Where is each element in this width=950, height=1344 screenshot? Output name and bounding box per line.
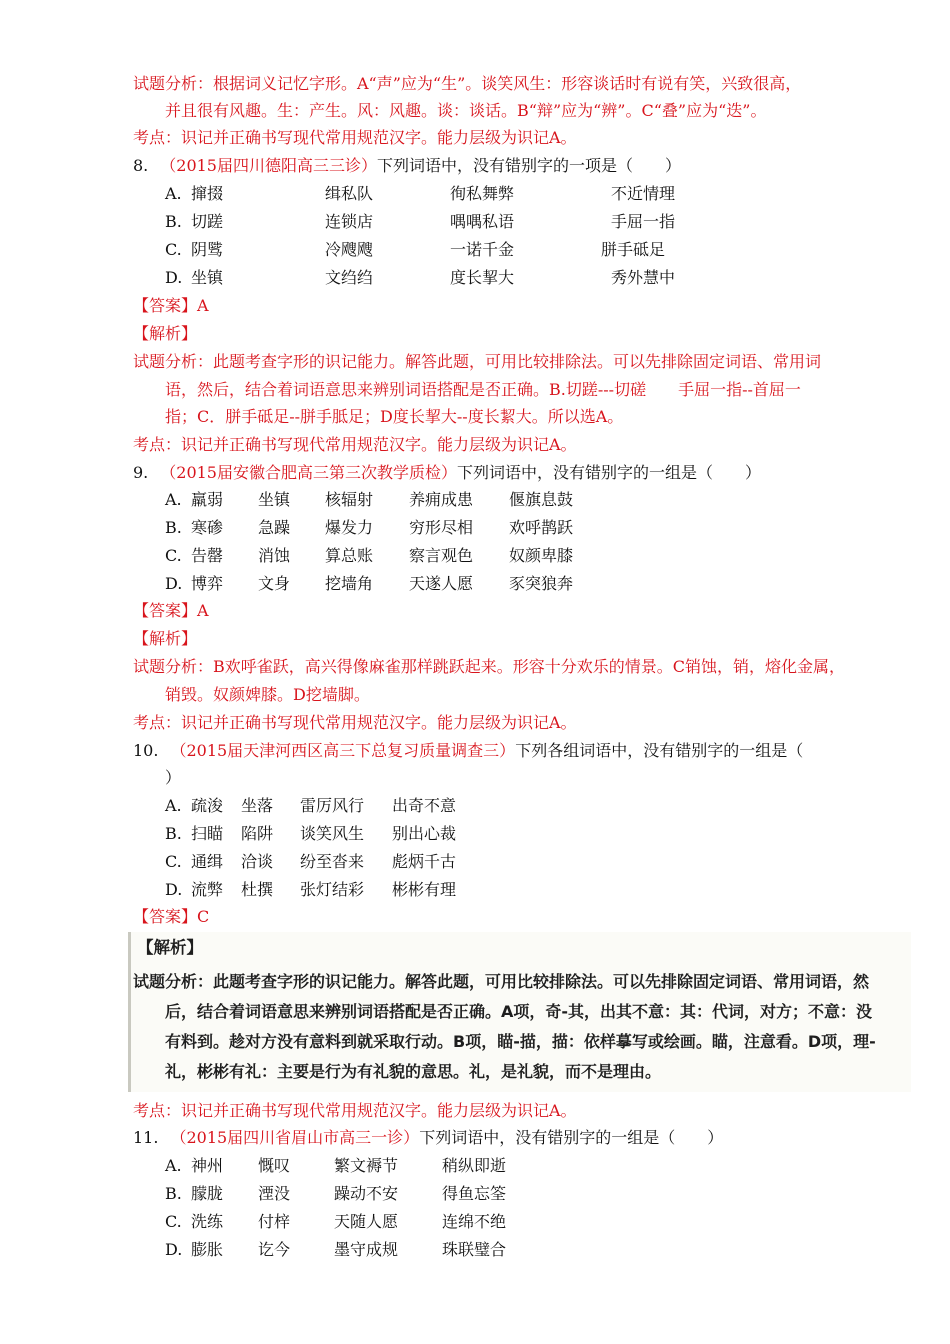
option-word: 坐镇 xyxy=(258,490,291,509)
q10-analysis-line-4: 礼，彬彬有礼：主要是行为有礼貌的意思。礼，是礼貌，而不是理由。 xyxy=(165,1062,662,1081)
option-word: 付梓 xyxy=(258,1212,291,1231)
option-word: 寒碜 xyxy=(191,518,224,537)
option-word: 冷飕飕 xyxy=(325,240,374,259)
option-label: A. xyxy=(165,490,182,509)
q8-answer: 【答案】A xyxy=(133,296,209,315)
option-label: D. xyxy=(165,574,183,593)
q10-answer: 【答案】C xyxy=(133,907,210,926)
question-number: 9. xyxy=(133,463,149,482)
question-number: 8. xyxy=(133,156,149,175)
option-word: 连绵不绝 xyxy=(442,1212,507,1231)
option-word: 神州 xyxy=(191,1156,224,1175)
option-word: 偃旗息鼓 xyxy=(509,490,574,509)
option-word: 纷至沓来 xyxy=(300,852,365,871)
option-word: 稍纵即逝 xyxy=(442,1156,507,1175)
option-label: B. xyxy=(165,1184,182,1203)
question-stem: 下列词语中，没有错别字的一组是（ ） xyxy=(457,463,762,482)
option-word: 撺掇 xyxy=(191,184,224,203)
option-label: A. xyxy=(165,184,182,203)
option-word: 切蹉 xyxy=(191,212,224,231)
option-word: 不近情理 xyxy=(611,184,676,203)
option-word: 喁喁私语 xyxy=(450,212,515,231)
option-word: 穷形尽相 xyxy=(409,518,474,537)
q10-kaodian: 考点：识记并正确书写现代常用规范汉字。能力层级为识记A。 xyxy=(133,1101,577,1120)
option-word: 奴颜卑膝 xyxy=(509,546,574,565)
q11-header xyxy=(133,1126,723,1150)
option-word: 张灯结彩 xyxy=(300,880,365,899)
option-word: 爆发力 xyxy=(325,518,374,537)
option-label: D. xyxy=(165,268,183,287)
option-label: D. xyxy=(165,1240,183,1259)
q9-jiexi-heading: 【解析】 xyxy=(133,629,198,648)
q10-analysis-line-3: 有料到。趁对方没有意料到就采取行动。B项，瞄-描，描：依样摹写或绘画。瞄，注意看。D项，理- xyxy=(165,1032,876,1051)
option-word: 洽谈 xyxy=(241,852,274,871)
option-label: C. xyxy=(165,852,182,871)
option-label: B. xyxy=(165,518,182,537)
option-word: 谈笑风生 xyxy=(300,824,365,843)
option-word: 察言观色 xyxy=(409,546,474,565)
question-source: （2015届四川德阳高三三诊） xyxy=(160,156,377,175)
option-word: 核辐射 xyxy=(325,490,374,509)
q7-kaodian: 考点：识记并正确书写现代常用规范汉字。能力层级为识记A。 xyxy=(133,128,577,147)
option-word: 一诺千金 xyxy=(450,240,515,259)
option-word: 流弊 xyxy=(191,880,224,899)
option-word: 湮没 xyxy=(258,1184,291,1203)
question-number: 10. xyxy=(133,741,159,760)
option-word: 算总账 xyxy=(325,546,374,565)
option-label: B. xyxy=(165,212,182,231)
option-word: 连锁店 xyxy=(325,212,374,231)
option-label: B. xyxy=(165,824,182,843)
option-word: 博弈 xyxy=(191,574,224,593)
option-label: A. xyxy=(165,796,182,815)
q8-analysis-line-1: 试题分析：此题考查字形的识记能力。解答此题，可用比较排除法。可以先排除固定词语、常用词 xyxy=(133,352,822,371)
option-label: C. xyxy=(165,1212,182,1231)
option-word: 疏浚 xyxy=(191,796,224,815)
option-word: 杜撰 xyxy=(241,880,274,899)
option-word: 陷阱 xyxy=(241,824,274,843)
option-word: 通缉 xyxy=(191,852,224,871)
question-source: （2015届天津河西区高三下总复习质量调查三） xyxy=(170,741,516,760)
q8-analysis-line-3: 指；C．胼手砥足--胼手胝足；D度长挈大--度长絜大。所以选A。 xyxy=(165,407,624,426)
option-word: 雷厉风行 xyxy=(300,796,365,815)
q9-answer: 【答案】A xyxy=(133,601,209,620)
option-word: 出奇不意 xyxy=(392,796,457,815)
q8-analysis-line-2: 语，然后，结合着词语意思来辨别词语搭配是否正确。B.切蹉---切磋 手屈一指--首屈一 xyxy=(165,380,801,399)
option-label: C. xyxy=(165,546,182,565)
q10-stem-end: ） xyxy=(165,768,182,787)
option-word: 阴骘 xyxy=(191,240,224,259)
option-word: 度长挈大 xyxy=(450,268,515,287)
option-word: 彬彬有理 xyxy=(392,880,457,899)
option-word: 得鱼忘筌 xyxy=(442,1184,507,1203)
option-word: 天遂人愿 xyxy=(409,574,474,593)
option-word: 洗练 xyxy=(191,1212,224,1231)
q9-analysis-line-2: 销毁。奴颜婢膝。D挖墙脚。 xyxy=(165,685,370,704)
q10-scanned-analysis xyxy=(128,932,911,1092)
option-word: 文绉绉 xyxy=(325,268,374,287)
option-word: 羸弱 xyxy=(191,490,224,509)
option-word: 消蚀 xyxy=(258,546,291,565)
question-stem: 下列词语中，没有错别字的一项是（ ） xyxy=(377,156,682,175)
option-word: 繁文褥节 xyxy=(334,1156,399,1175)
q9-analysis-line-1: 试题分析：B欢呼雀跃，高兴得像麻雀那样跳跃起来。形容十分欢乐的情景。C销蚀，销，熔化金属， xyxy=(133,657,846,676)
q9-header xyxy=(133,461,761,485)
question-stem: 下列词语中，没有错别字的一组是（ ） xyxy=(419,1128,724,1147)
option-word: 欢呼鹊跃 xyxy=(509,518,574,537)
option-word: 彪炳千古 xyxy=(392,852,457,871)
q8-header xyxy=(133,154,681,178)
question-source: （2015届四川省眉山市高三一诊） xyxy=(170,1128,420,1147)
option-word: 文身 xyxy=(258,574,291,593)
option-word: 扫瞄 xyxy=(191,824,224,843)
option-word: 墨守成规 xyxy=(334,1240,399,1259)
q8-jiexi-heading: 【解析】 xyxy=(133,324,198,343)
option-word: 徇私舞弊 xyxy=(450,184,515,203)
option-word: 躁动不安 xyxy=(334,1184,399,1203)
q10-jiexi-heading: 【解析】 xyxy=(137,938,203,957)
option-word: 胼手砥足 xyxy=(601,240,666,259)
q10-analysis-line-2: 后，结合着词语意思来辨别词语搭配是否正确。A项，奇-其，出其不意：其：代词，对方；不意：没 xyxy=(165,1002,873,1021)
option-word: 养痈成患 xyxy=(409,490,474,509)
option-word: 膨胀 xyxy=(191,1240,224,1259)
option-word: 坐镇 xyxy=(191,268,224,287)
option-word: 坐落 xyxy=(241,796,274,815)
option-word: 急躁 xyxy=(258,518,291,537)
option-word: 朦胧 xyxy=(191,1184,224,1203)
option-word: 别出心裁 xyxy=(392,824,457,843)
option-label: D. xyxy=(165,880,183,899)
q10-analysis-line-1: 试题分析：此题考查字形的识记能力。解答此题，可用比较排除法。可以先排除固定词语、常用词语，然 xyxy=(133,972,870,991)
question-stem: 下列各组词语中，没有错别字的一组是（ xyxy=(515,741,804,760)
option-word: 秀外慧中 xyxy=(611,268,676,287)
q10-header xyxy=(133,739,803,763)
q7-analysis-line-1: 试题分析：根据词义记忆字形。A“声”应为“生”。谈笑风生：形容谈话时有说有笑，兴致很高， xyxy=(133,74,802,93)
q7-analysis-line-2: 并且很有风趣。生：产生。风：风趣。谈：谈话。B“辩”应为“辨”。C“叠”应为“迭”。 xyxy=(165,101,767,120)
q8-kaodian: 考点：识记并正确书写现代常用规范汉字。能力层级为识记A。 xyxy=(133,435,577,454)
option-word: 珠联璧合 xyxy=(442,1240,507,1259)
question-source: （2015届安徽合肥高三第三次教学质检） xyxy=(160,463,457,482)
option-word: 慨叹 xyxy=(258,1156,291,1175)
question-number: 11. xyxy=(133,1128,159,1147)
option-label: A. xyxy=(165,1156,182,1175)
option-word: 手屈一指 xyxy=(611,212,676,231)
option-word: 告罄 xyxy=(191,546,224,565)
option-word: 豕突狼奔 xyxy=(509,574,574,593)
q9-kaodian: 考点：识记并正确书写现代常用规范汉字。能力层级为识记A。 xyxy=(133,713,577,732)
option-word: 缉私队 xyxy=(325,184,374,203)
option-word: 讫今 xyxy=(258,1240,291,1259)
option-word: 天随人愿 xyxy=(334,1212,399,1231)
option-label: C. xyxy=(165,240,182,259)
option-word: 挖墙角 xyxy=(325,574,374,593)
